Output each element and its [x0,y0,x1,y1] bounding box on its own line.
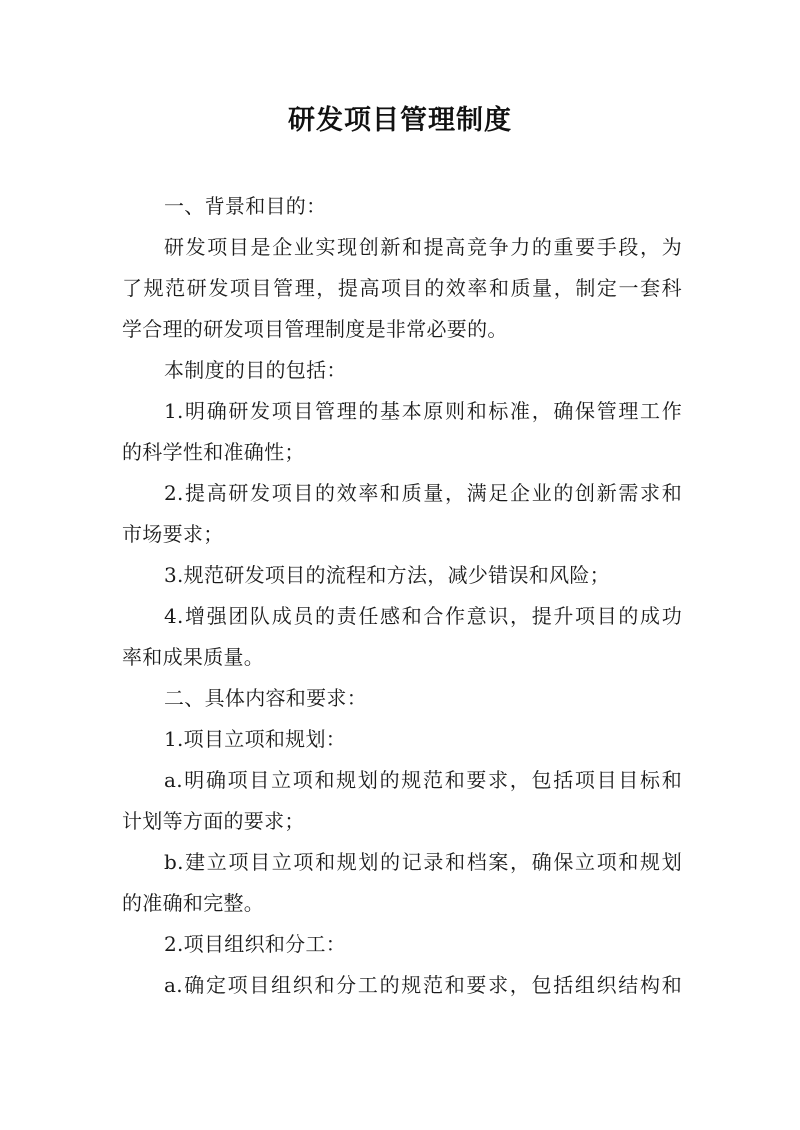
list-item-line: a.确定项目组织和分工的规范和要求，包括组织结构和 [164,973,682,997]
subsection-heading: 1.项目立项和规划： [164,727,347,751]
list-item-line: 的准确和完整。 [122,891,265,915]
list-item-line: 3.规范研发项目的流程和方法，减少错误和风险； [164,563,610,587]
list-item-line: 4.增强团队成员的责任感和合作意识，提升项目的成功 [164,604,682,628]
document-body [122,186,682,1006]
paragraph-line: 本制度的目的包括： [164,358,347,382]
list-item-line: 率和成果质量。 [122,645,265,669]
paragraph-line: 研发项目是企业实现创新和提高竞争力的重要手段，为 [164,235,682,259]
subsection-heading: 2.项目组织和分工： [164,932,347,956]
list-item-line: a.明确项目立项和规划的规范和要求，包括项目目标和 [164,768,682,792]
section-heading-background: 一、背景和目的： [164,194,327,218]
list-item-line: 2.提高研发项目的效率和质量，满足企业的创新需求和 [164,481,682,505]
list-item-line: 计划等方面的要求； [122,809,305,833]
document-title: 研发项目管理制度 [288,105,512,136]
list-item-line: 1.明确研发项目管理的基本原则和标准，确保管理工作 [164,399,682,423]
list-item-line: 市场要求； [122,522,224,546]
section-heading-content: 二、具体内容和要求： [164,686,367,710]
list-item-line: b.建立项目立项和规划的记录和档案，确保立项和规划 [164,850,682,874]
list-item-line: 的科学性和准确性； [122,440,305,464]
paragraph-line: 学合理的研发项目管理制度是非常必要的。 [122,317,508,341]
paragraph-line: 了规范研发项目管理，提高项目的效率和质量，制定一套科 [122,276,682,300]
